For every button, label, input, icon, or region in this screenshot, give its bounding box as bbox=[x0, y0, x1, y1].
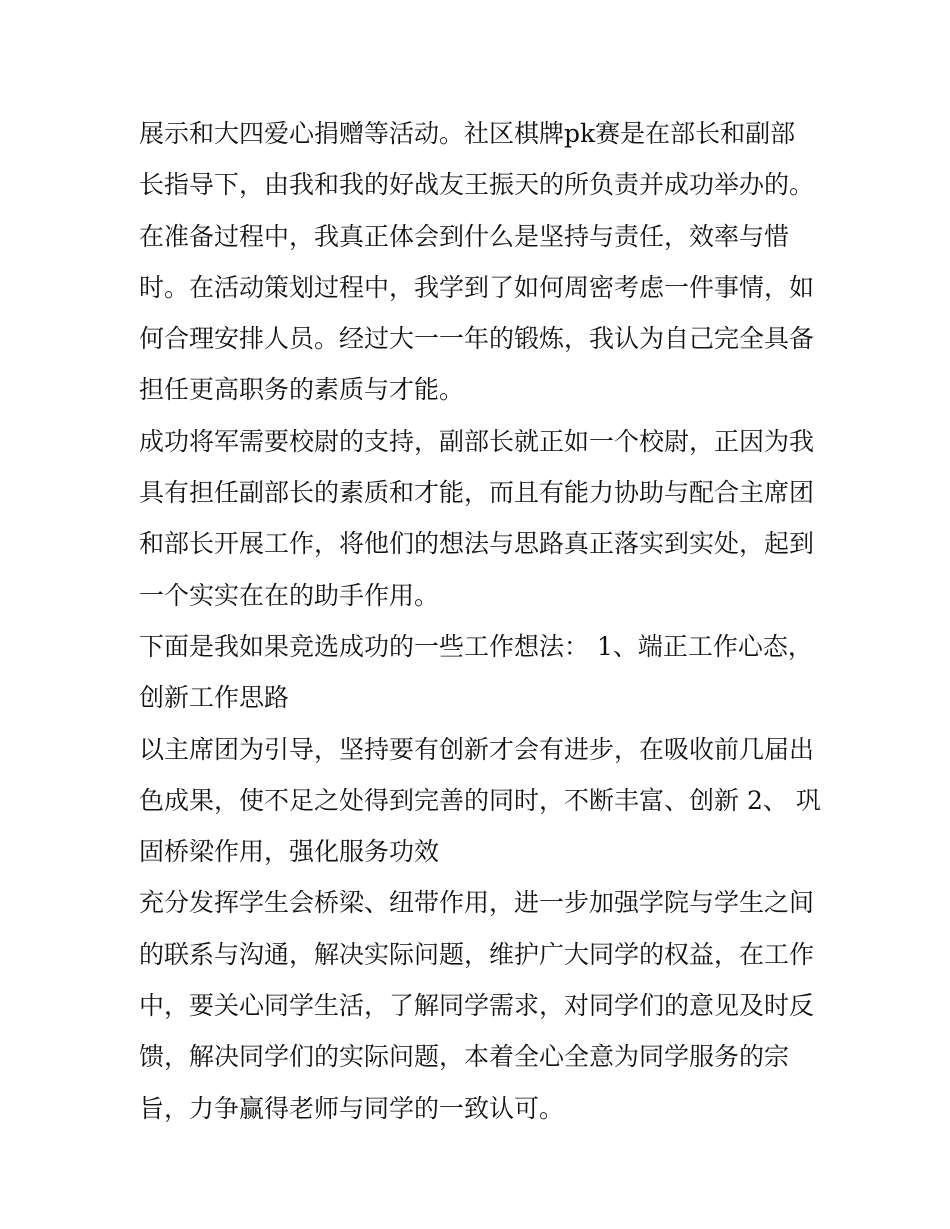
text-line: 旨，力争赢得老师与同学的一致认可。 bbox=[139, 1093, 565, 1123]
text-line: 成功将军需要校尉的支持，副部长就正如一个校尉，正因为我 bbox=[139, 426, 815, 456]
text-line: 固桥梁作用，强化服务功效 bbox=[139, 837, 440, 867]
text-line: 的联系与沟通，解决实际问题，维护广大同学的权益，在工作 bbox=[139, 939, 815, 969]
text-line: 以主席团为引导，坚持要有创新才会有进步，在吸收前几届出 bbox=[139, 734, 815, 764]
text-line: 担任更高职务的素质与才能。 bbox=[139, 375, 465, 405]
text-line: 具有担任副部长的素质和才能，而且有能力协助与配合主席团 bbox=[139, 478, 815, 508]
text-line: 长指导下，由我和我的好战友王振天的所负责并成功举办的。 bbox=[139, 170, 815, 200]
text-line: 创新工作思路 bbox=[139, 683, 290, 713]
text-line: 时。在活动策划过程中，我学到了如何周密考虑一件事情，如 bbox=[139, 272, 815, 302]
text-line: 何合理安排人员。经过大一一年的锻炼，我认为自己完全具备 bbox=[139, 324, 815, 354]
text-line: 充分发挥学生会桥梁、纽带作用，进一步加强学院与学生之间 bbox=[139, 888, 815, 918]
text-line: 下面是我如果竞选成功的一些工作想法： 1、端正工作心态， bbox=[139, 631, 813, 661]
text-line: 展示和大四爱心捐赠等活动。社区棋牌pk赛是在部长和副部 bbox=[139, 119, 796, 148]
text-line: 中，要关心同学生活，了解同学需求，对同学们的意见及时反 bbox=[139, 991, 815, 1021]
document-body bbox=[139, 108, 819, 1134]
text-line: 一个实实在在的助手作用。 bbox=[139, 580, 440, 610]
text-line: 和部长开展工作，将他们的想法与思路真正落实到实处，起到 bbox=[139, 529, 815, 559]
text-line: 在准备过程中，我真正体会到什么是坚持与责任，效率与惜 bbox=[139, 221, 790, 251]
text-line: 馈，解决同学们的实际问题，本着全心全意为同学服务的宗 bbox=[139, 1042, 790, 1072]
text-line: 色成果，使不足之处得到完善的同时，不断丰富、创新 2、 巩 bbox=[139, 785, 821, 815]
